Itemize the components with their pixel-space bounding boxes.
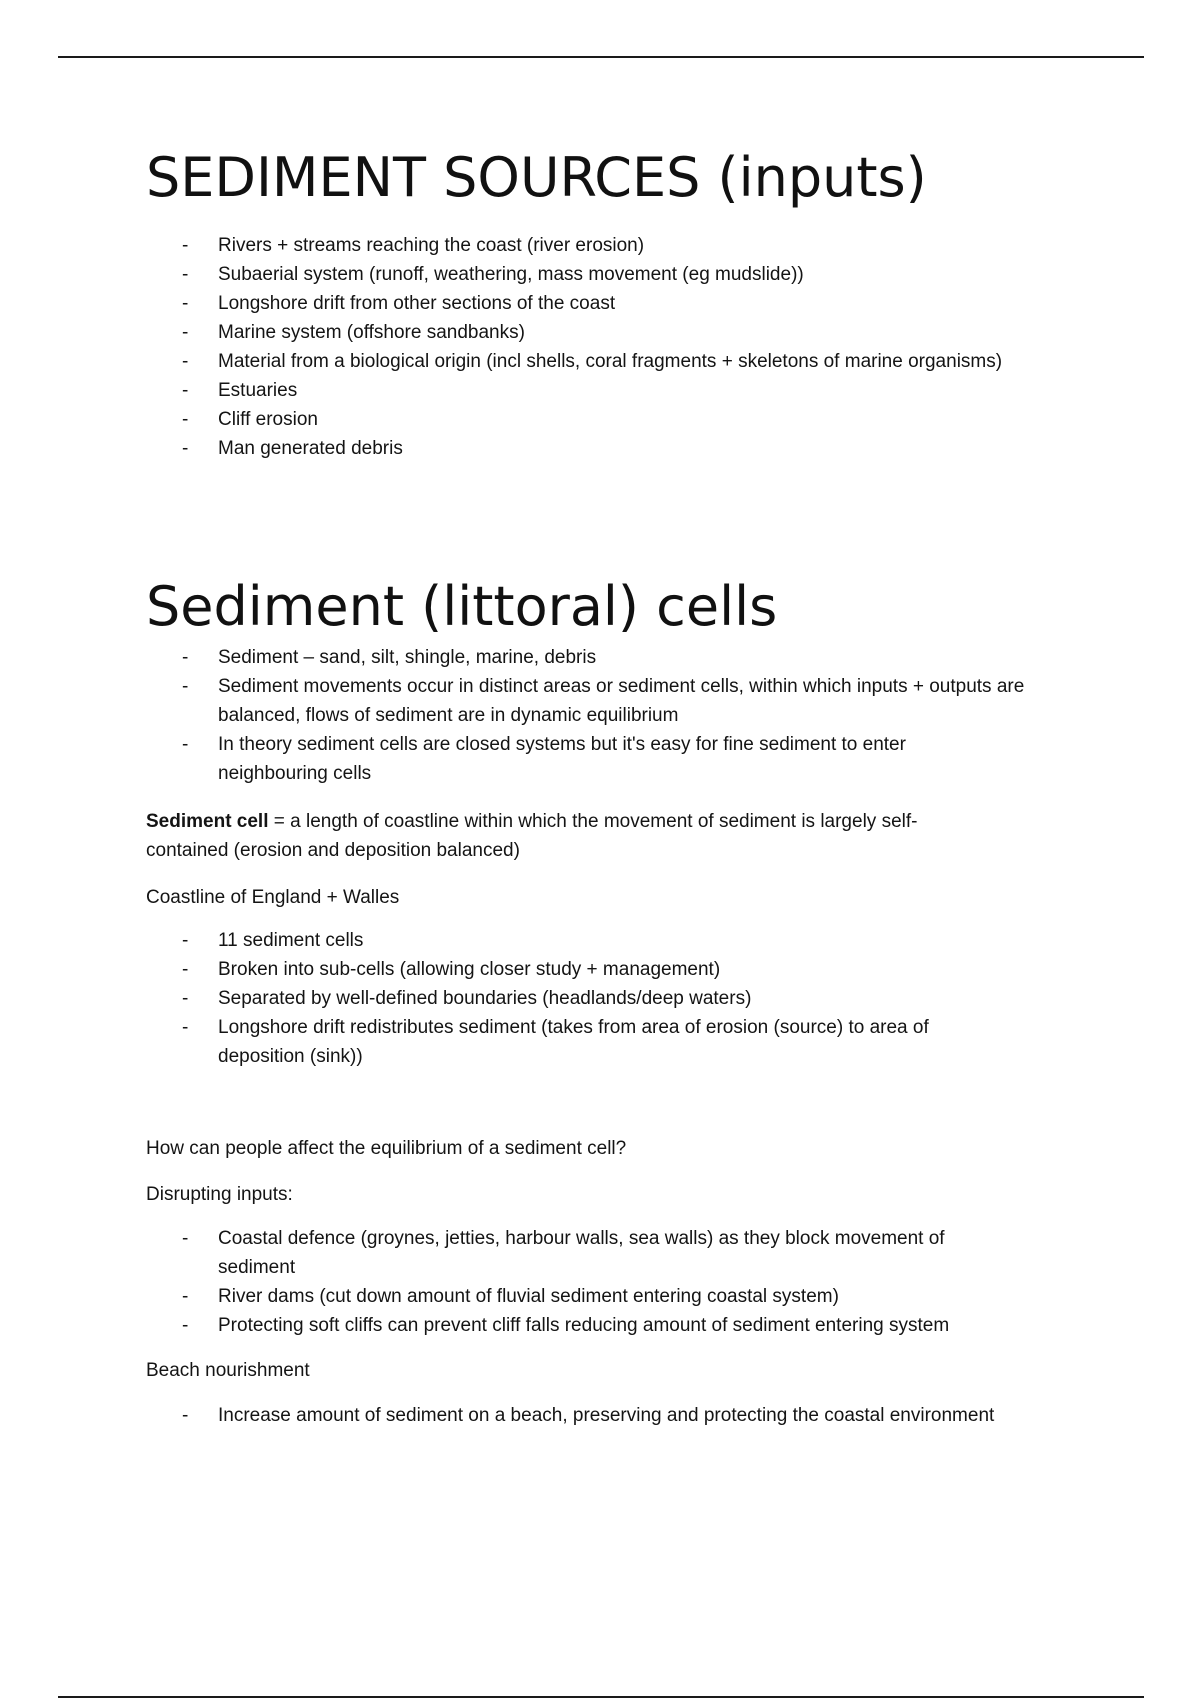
coastline-heading: Coastline of England + Walles <box>146 887 400 908</box>
list-item: - Marine system (offshore sandbanks) <box>146 318 1086 347</box>
heading-sediment-sources: SEDIMENT SOURCES (inputs) <box>146 146 927 209</box>
list-item: - In theory sediment cells are closed systems but it's easy for fine sediment to enter neighbouring cells <box>146 730 1086 788</box>
list-item: - Subaerial system (runoff, weathering, mass movement (eg mudslide)) <box>146 260 1086 289</box>
list-item: - Sediment movements occur in distinct areas or sediment cells, within which inputs + outputs are balanced, flows of sediment are in dynamic equilibrium <box>146 672 1086 730</box>
list-item: - Separated by well-defined boundaries (headlands/deep waters) <box>146 984 1086 1013</box>
disrupting-heading: Disrupting inputs: <box>146 1184 293 1205</box>
disrupting-list <box>146 1224 1086 1340</box>
list-item: - Longshore drift redistributes sediment (takes from area of erosion (source) to area of deposition (sink)) <box>146 1013 1086 1071</box>
sources-list <box>146 231 1086 463</box>
disrupting-list-block <box>146 1224 1086 1340</box>
nourishment-list-block <box>146 1401 1086 1430</box>
list-item: - Cliff erosion <box>146 405 1086 434</box>
list-item: - Estuaries <box>146 376 1086 405</box>
list-item: - Material from a biological origin (incl shells, coral fragments + skeletons of marine organisms) <box>146 347 1086 376</box>
nourishment-list <box>146 1401 1086 1430</box>
coastline-list-block <box>146 926 1086 1071</box>
coastline-heading-block <box>146 883 1086 912</box>
definition-term: Sediment cell <box>146 811 269 832</box>
sources-list-block <box>146 231 1086 463</box>
cells-list-block <box>146 643 1086 788</box>
heading-sediment-cells: Sediment (littoral) cells <box>146 575 778 638</box>
disrupting-heading-block <box>146 1180 1086 1209</box>
list-item: - Longshore drift from other sections of the coast <box>146 289 1086 318</box>
nourishment-heading: Beach nourishment <box>146 1360 310 1381</box>
list-item: - 11 sediment cells <box>146 926 1086 955</box>
list-item: - Coastal defence (groynes, jetties, harbour walls, sea walls) as they block movement of sediment <box>146 1224 1086 1282</box>
list-item: - Increase amount of sediment on a beach, preserving and protecting the coastal environment <box>146 1401 1086 1430</box>
list-item: - Man generated debris <box>146 434 1086 463</box>
cells-list <box>146 643 1086 788</box>
question-block <box>146 1134 1086 1163</box>
header-rule <box>58 56 1144 58</box>
list-item: - Sediment – sand, silt, shingle, marine, debris <box>146 643 1086 672</box>
list-item: - Broken into sub-cells (allowing closer study + management) <box>146 955 1086 984</box>
list-item: - Protecting soft cliffs can prevent cliff falls reducing amount of sediment entering system <box>146 1311 1086 1340</box>
nourishment-heading-block <box>146 1356 1086 1385</box>
list-item: - River dams (cut down amount of fluvial sediment entering coastal system) <box>146 1282 1086 1311</box>
coastline-list <box>146 926 1086 1071</box>
definition-paragraph <box>146 807 976 865</box>
footer-rule <box>58 1696 1144 1698</box>
question-text: How can people affect the equilibrium of a sediment cell? <box>146 1138 627 1159</box>
definition-text: = a length of coastline within which the movement of sediment is largely self-contained (erosion and deposition balanced) <box>146 811 918 861</box>
list-item: - Rivers + streams reaching the coast (river erosion) <box>146 231 1086 260</box>
